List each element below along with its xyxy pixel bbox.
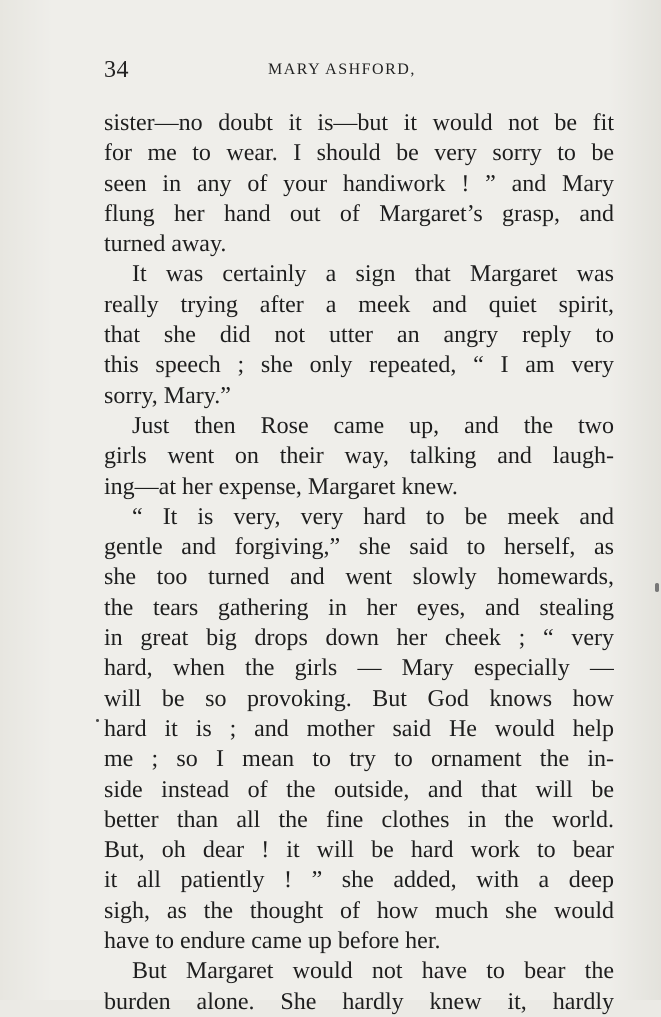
text-line: will be so provoking. But God knows how (104, 685, 614, 712)
text-line: for me to wear. I should be very sorry to be (104, 140, 614, 167)
text-line: Just then Rose came up, and the two (132, 412, 614, 439)
text-line: the tears gathering in her eyes, and stealing (104, 594, 614, 621)
text-line: “ It is very, very hard to be meek and (132, 503, 614, 530)
text-line: turned away. (104, 231, 227, 258)
text-line: seen in any of your handiwork ! ” and Mary (104, 170, 614, 197)
text-line: that she did not utter an angry reply to (104, 322, 614, 349)
text-line: better than all the fine clothes in the world. (104, 806, 614, 833)
text-line: hard, when the girls — Mary especially — (104, 655, 614, 682)
edge-speck-mark (655, 583, 659, 592)
page-header (104, 52, 614, 88)
text-line: girls went on their way, talking and laugh- (104, 443, 614, 470)
body-text (104, 108, 614, 1017)
margin-dot-mark (96, 719, 99, 722)
text-line: burden alone. She hardly knew it, hardly (104, 988, 614, 1015)
text-line: this speech ; she only repeated, “ I am very (104, 352, 614, 379)
text-line: gentle and forgiving,” she said to herself, as (104, 534, 614, 561)
running-head: MARY ASHFORD, (268, 61, 416, 78)
text-line: in great big drops down her cheek ; “ very (104, 625, 614, 652)
text-line: sorry, Mary.” (104, 382, 231, 409)
page-number: 34 (104, 57, 129, 83)
text-line: have to endure came up before her. (104, 928, 441, 955)
text-line: sigh, as the thought of how much she would (104, 897, 614, 924)
text-line: she too turned and went slowly homewards, (104, 564, 614, 591)
text-line: But, oh dear ! it will be hard work to bear (104, 837, 614, 864)
text-line: hard it is ; and mother said He would help (104, 715, 614, 742)
text-line: really trying after a meek and quiet spirit, (104, 291, 614, 318)
text-line: it all patiently ! ” she added, with a deep (104, 867, 614, 894)
text-line: ing—at her expense, Margaret knew. (104, 473, 458, 500)
text-line: me ; so I mean to try to ornament the in- (104, 746, 614, 773)
text-line: side instead of the outside, and that will be (104, 776, 614, 803)
text-line: flung her hand out of Margaret’s grasp, and (104, 200, 614, 227)
text-line: But Margaret would not have to bear the (132, 958, 614, 985)
text-line: sister—no doubt it is—but it would not be fit (104, 110, 614, 136)
text-line: It was certainly a sign that Margaret was (132, 261, 614, 288)
